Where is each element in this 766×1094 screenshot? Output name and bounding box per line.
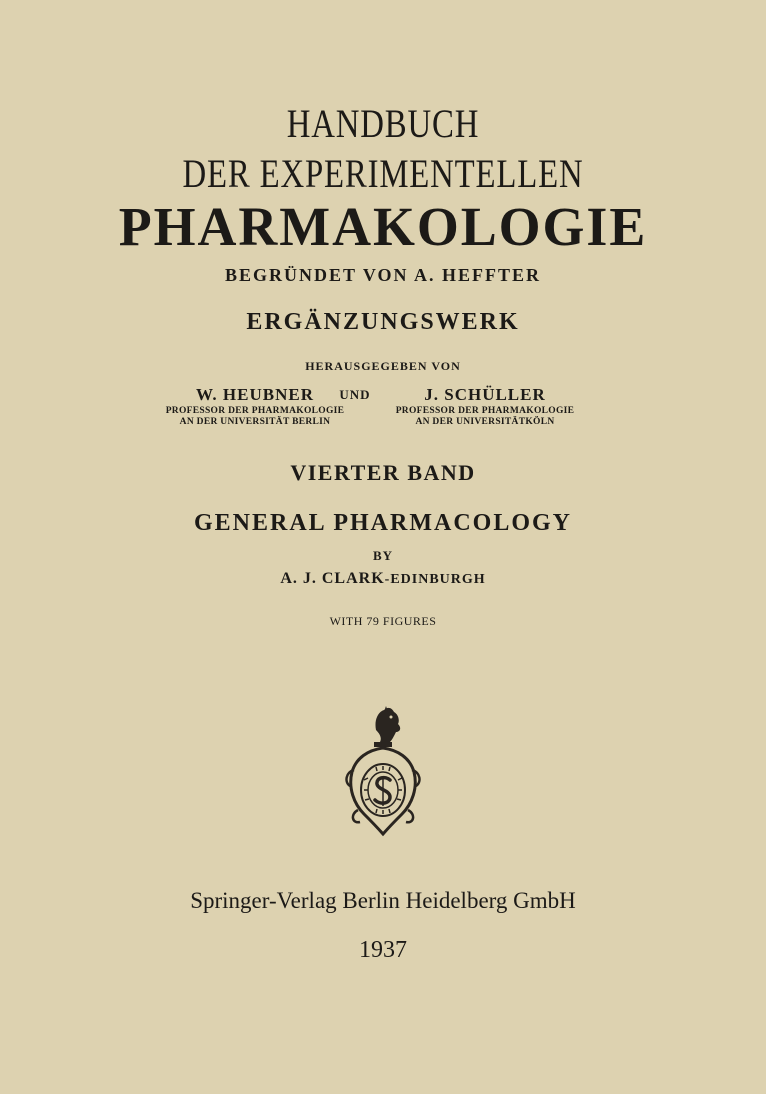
author-place: -EDINBURGH (384, 572, 486, 587)
main-title: PHARMAKOLOGIE (118, 196, 648, 257)
publisher: Springer-Verlag Berlin Heidelberg GmbH (190, 888, 576, 913)
by-label: BY (372, 548, 394, 563)
editor-affiliation: AN DER UNIVERSITÄT BERLIN (179, 417, 331, 427)
editor-affiliation: AN DER UNIVERSITÄTKÖLN (415, 417, 555, 427)
editors-block (0, 384, 766, 434)
editors-conjunction: UND (339, 387, 371, 402)
editor-name: J. SCHÜLLER (424, 385, 546, 404)
edited-by-label: HERAUSGEGEBEN VON (305, 359, 461, 373)
publication-year: 1937 (359, 937, 407, 963)
founder-line: BEGRÜNDET VON A. HEFFTER (224, 265, 542, 285)
editor-schueller (370, 384, 600, 428)
author-name: A. J. CLARK (280, 570, 385, 587)
title-line-1: HANDBUCH (286, 101, 480, 146)
springer-knight-emblem-icon (340, 700, 426, 840)
subtitle: GENERAL PHARMACOLOGY (193, 510, 572, 536)
editor-affiliation: PROFESSOR DER PHARMAKOLOGIE (165, 406, 345, 416)
author-line (0, 570, 766, 588)
figures-note: WITH 79 FIGURES (329, 614, 437, 628)
supplement-heading: ERGÄNZUNGSWERK (246, 309, 520, 335)
volume-label: VIERTER BAND (290, 460, 476, 485)
title-line-2: DER EXPERIMENTELLEN (182, 151, 584, 196)
editor-name: W. HEUBNER (195, 385, 314, 404)
editor-affiliation: PROFESSOR DER PHARMAKOLOGIE (395, 406, 575, 416)
